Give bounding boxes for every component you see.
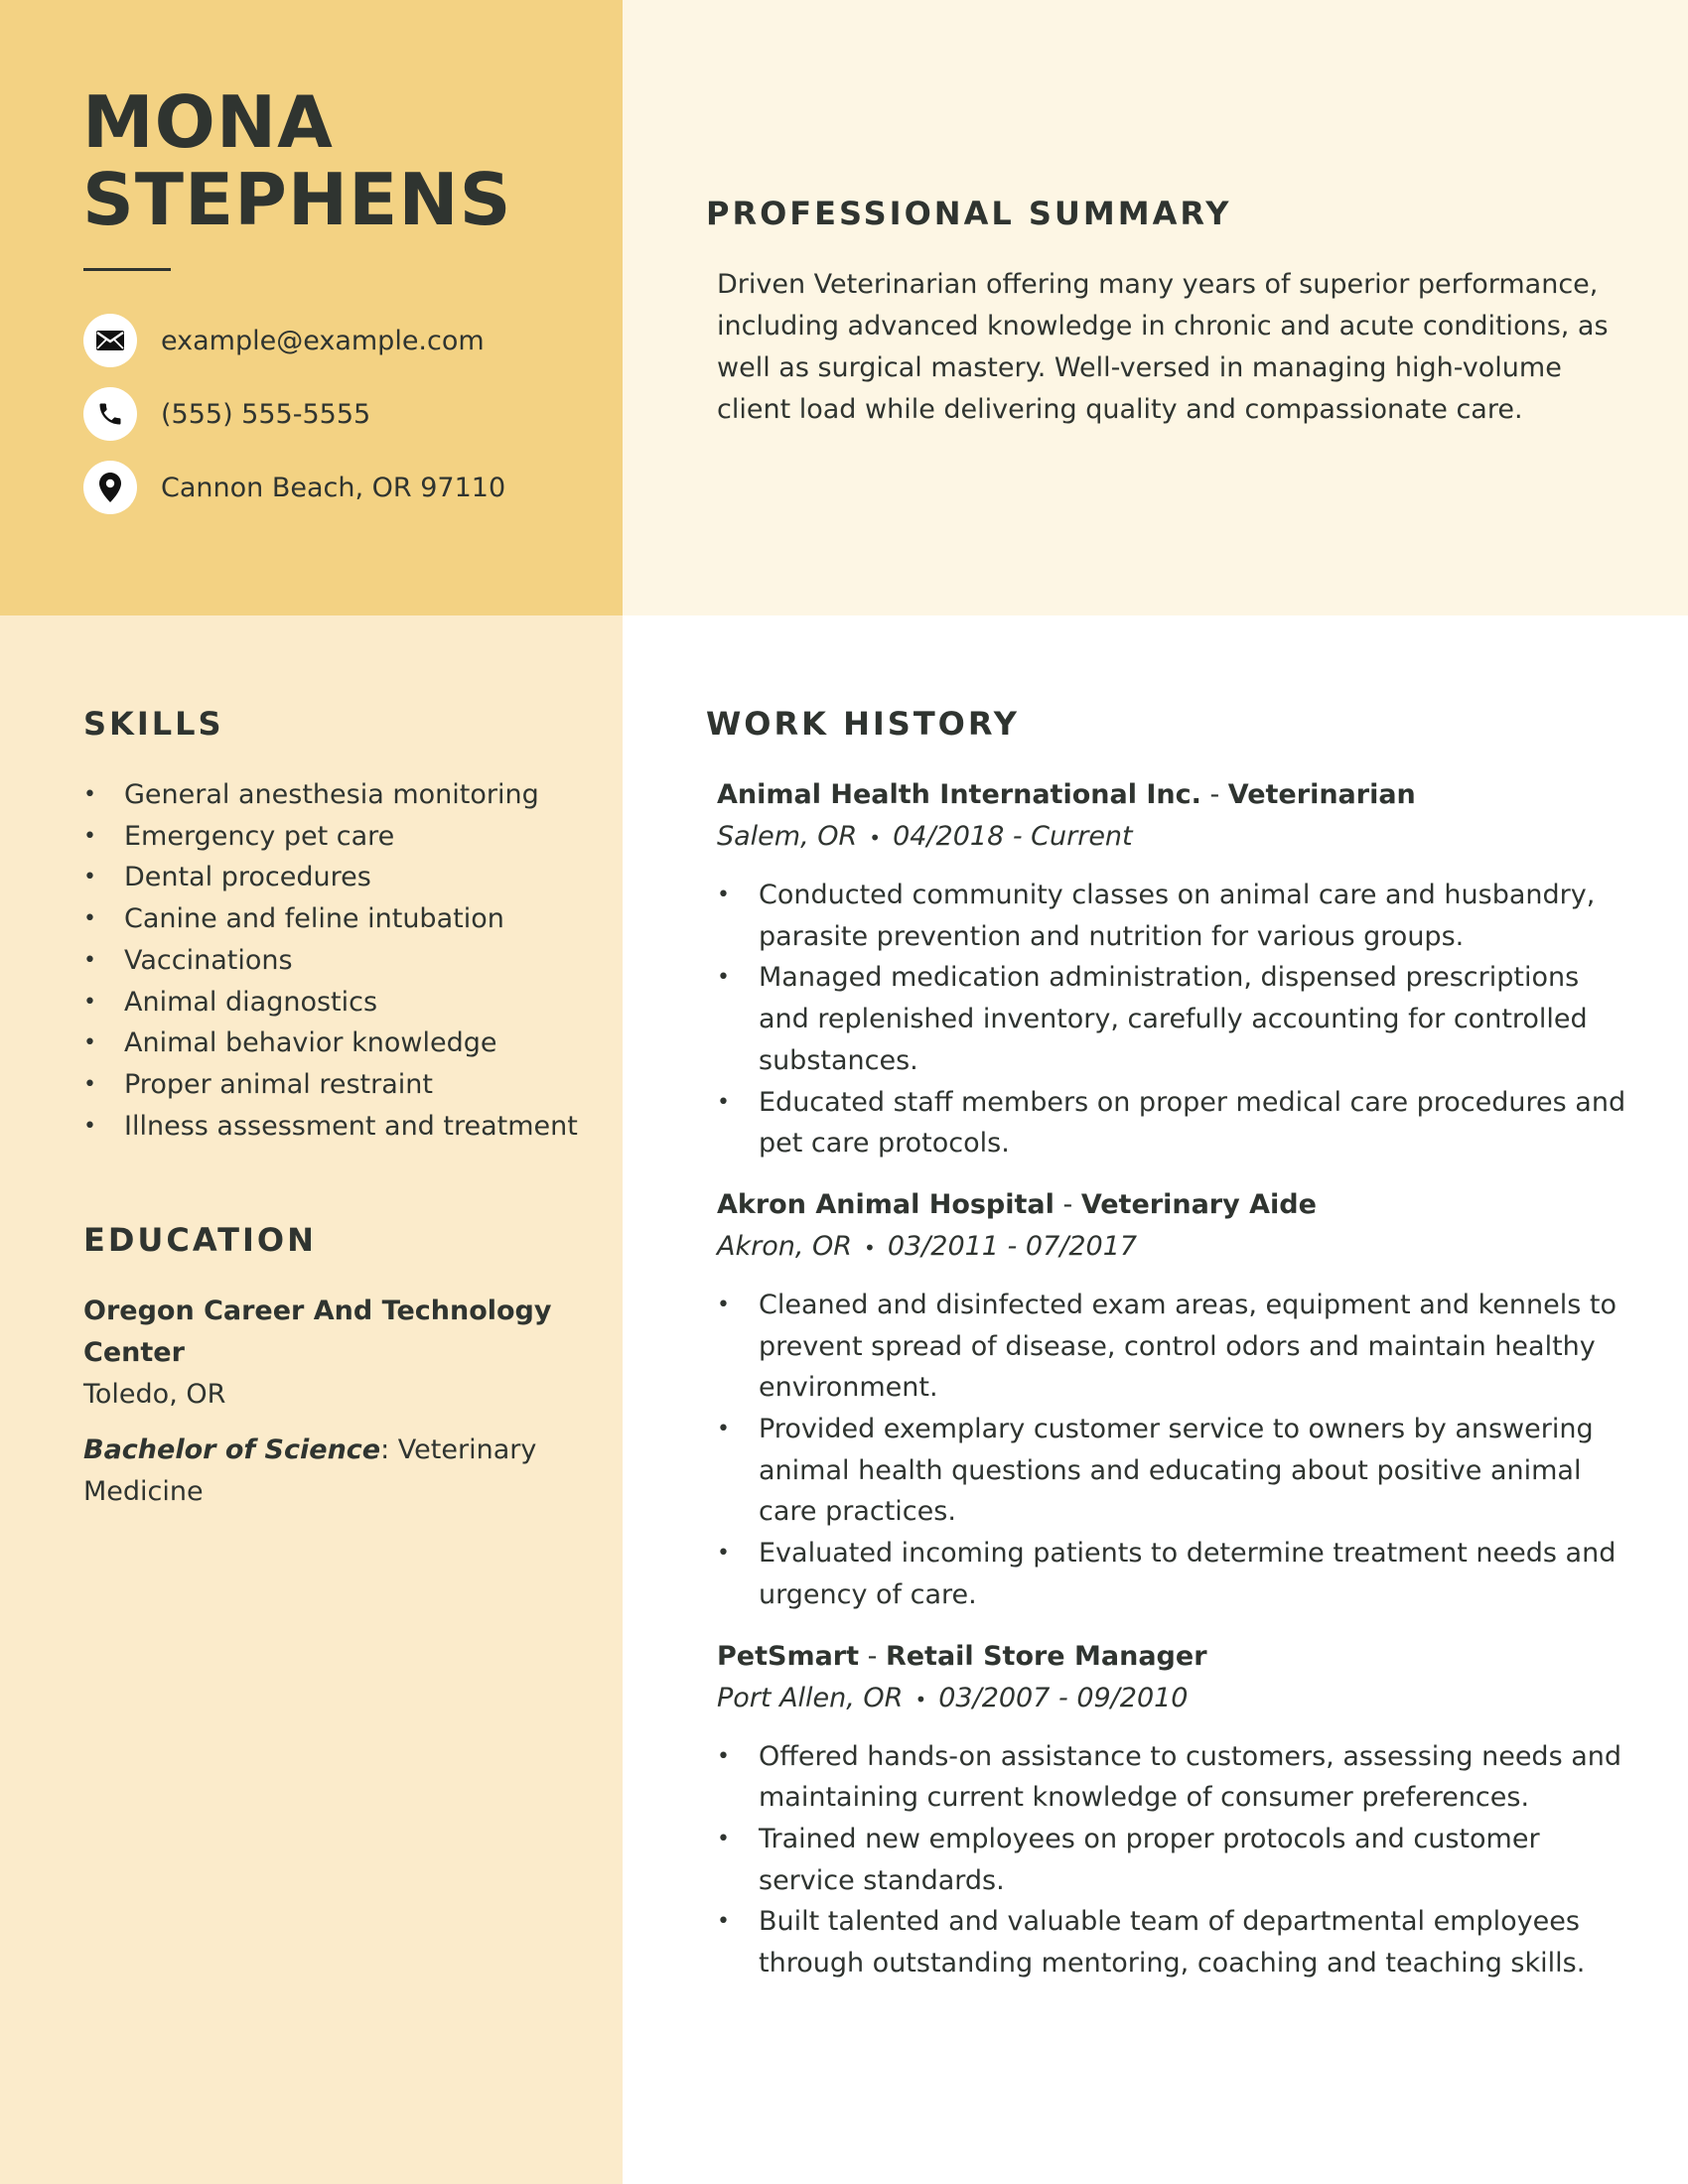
job-entry [717,1636,1630,1984]
degree [83,1430,600,1513]
company-name: Animal Health International Inc. [717,779,1201,810]
contact-location [83,461,505,514]
contact-phone [83,387,370,441]
job-role: Retail Store Manager [885,1640,1207,1672]
duty-item: • Managed medication administration, dispensed prescriptions and replenished inventory, carefully accounting for controlled substances. [717,957,1630,1081]
skills-heading: SKILLS [83,705,224,743]
skills-list [83,774,600,1147]
skill-item: • Illness assessment and treatment [83,1106,600,1148]
job-title [717,1184,1630,1226]
skill-item: • Vaccinations [83,940,600,982]
skill-item: • Emergency pet care [83,816,600,858]
phone-text[interactable]: (555) 555-5555 [161,398,371,430]
job-meta [717,1678,1630,1720]
contact-email [83,314,485,367]
title-separator: - [859,1640,886,1672]
job-dates: 03/2007 - 09/2010 [938,1682,1189,1713]
job-dates: 03/2011 - 07/2017 [887,1230,1138,1262]
education-heading: EDUCATION [83,1221,317,1259]
candidate-name [82,80,599,241]
job-meta [717,816,1630,859]
company-name: PetSmart [717,1640,860,1672]
first-name: MONA [82,80,334,164]
duty-item: • Conducted community classes on animal care and husbandry, parasite prevention and nutrition for various groups. [717,875,1630,957]
meta-dot: • [869,826,882,850]
email-text[interactable]: example@example.com [161,325,485,356]
education-entry [83,1291,600,1513]
title-separator: - [1200,779,1228,810]
company-name: Akron Animal Hospital [717,1188,1055,1220]
degree-field: Veterinary Medicine [83,1434,537,1507]
job-location: Salem, OR [717,821,858,852]
skill-item: • General anesthesia monitoring [83,774,600,816]
duty-item: • Educated staff members on proper medical care procedures and pet care protocols. [717,1082,1630,1164]
job-role: Veterinary Aide [1080,1188,1317,1220]
degree-type: Bachelor of Science [83,1434,381,1465]
duty-item: • Trained new employees on proper protocols and customer service standards. [717,1819,1630,1901]
skill-item: • Animal diagnostics [83,982,600,1024]
last-name: STEPHENS [82,158,512,241]
duty-item: • Provided exemplary customer service to owners by answering animal health questions and educating about positive animal care practices. [717,1409,1630,1533]
name-underline [83,268,171,271]
duty-list [717,1285,1630,1616]
job-location: Akron, OR [717,1230,853,1262]
summary-text: Driven Veterinarian offering many years of superior performance, including advanced knowledge in chronic and acute conditions, as well as surgical mastery. Well-versed in managing high-volume client load while delivering quality and compassionate care. [717,269,1609,425]
duty-list [717,875,1630,1164]
job-location: Port Allen, OR [717,1682,904,1713]
job-role: Veterinarian [1227,779,1416,810]
location-text: Cannon Beach, OR 97110 [161,472,506,503]
duty-list [717,1736,1630,1984]
location-pin-icon [83,461,137,514]
envelope-icon [83,314,137,367]
job-meta [717,1226,1630,1269]
job-dates: 04/2018 - Current [893,821,1133,852]
job-title [717,774,1630,816]
duty-item: • Evaluated incoming patients to determine treatment needs and urgency of care. [717,1533,1630,1615]
job-entry [717,1184,1630,1616]
summary-heading: PROFESSIONAL SUMMARY [706,195,1232,232]
school-location: Toledo, OR [83,1379,226,1410]
duty-item: • Built talented and valuable team of departmental employees through outstanding mentoring, coaching and teaching skills. [717,1901,1630,1983]
degree-separator: : [380,1434,398,1465]
skill-item: • Dental procedures [83,857,600,898]
school-name: Oregon Career And Technology Center [83,1296,552,1368]
skill-item: • Proper animal restraint [83,1064,600,1106]
work-history-heading: WORK HISTORY [706,705,1020,743]
duty-item: • Cleaned and disinfected exam areas, equipment and kennels to prevent spread of disease, control odors and maintain healthy environment. [717,1285,1630,1409]
duty-item: • Offered hands-on assistance to customers, assessing needs and maintaining current knowledge of consumer preferences. [717,1736,1630,1819]
skill-item: • Canine and feline intubation [83,898,600,940]
work-history-list [717,774,1630,2004]
skill-item: • Animal behavior knowledge [83,1023,600,1064]
job-entry [717,774,1630,1164]
job-title [717,1636,1630,1678]
phone-icon [83,387,137,441]
meta-dot: • [914,1687,927,1711]
meta-dot: • [864,1235,876,1260]
title-separator: - [1054,1188,1081,1220]
